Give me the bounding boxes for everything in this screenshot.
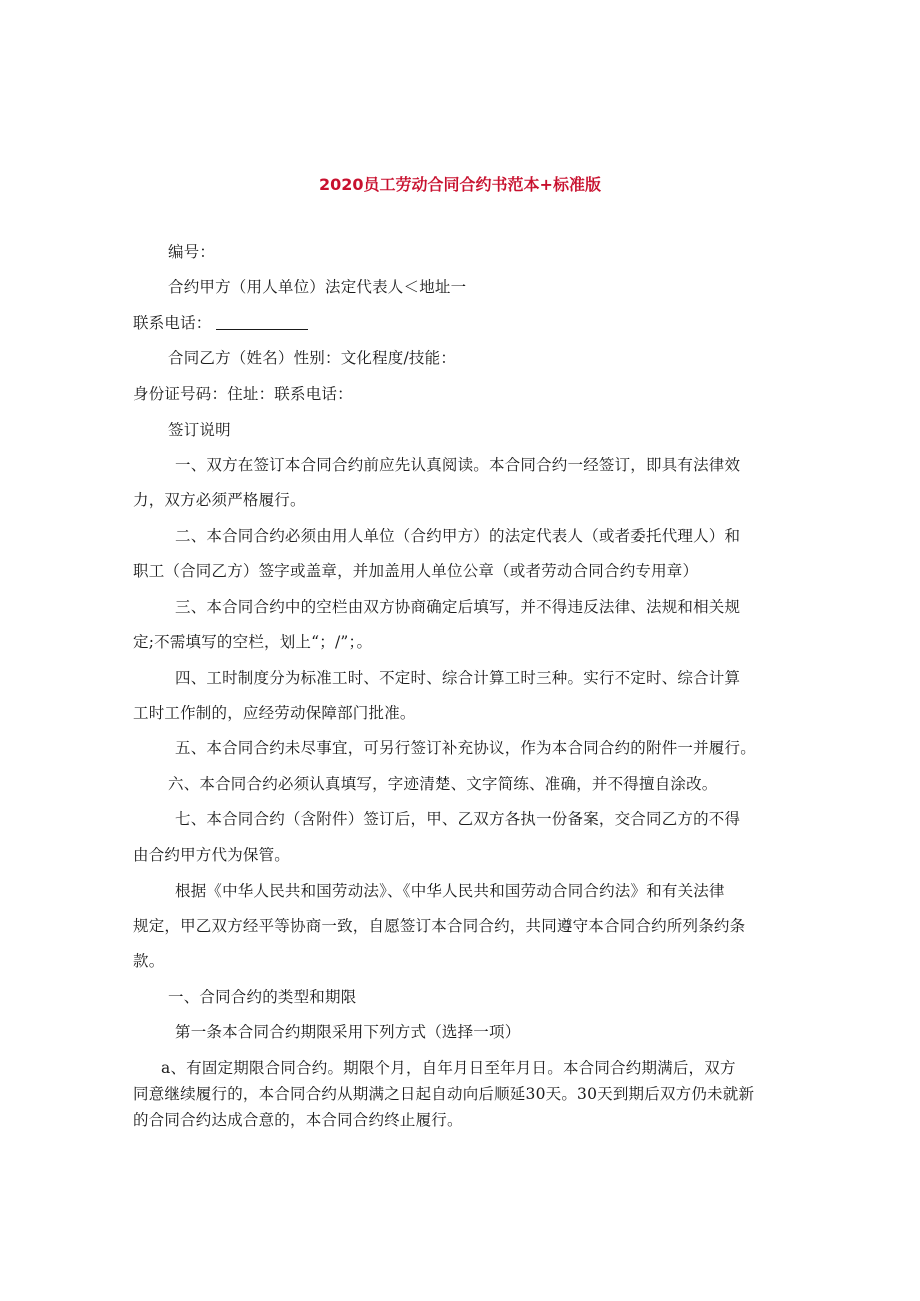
note-1-line-2: 力，双方必须严格履行。 bbox=[133, 491, 306, 509]
note-1-line-1: 一、双方在签订本合同合约前应先认真阅读。本合同合约一经签订，即具有法律效 bbox=[175, 456, 741, 474]
line-serial-number: 编号： bbox=[168, 243, 216, 261]
line-party-a-phone bbox=[133, 313, 793, 333]
option-a-line-1: a、有固定期限合同合约。期限个月，自年月日至年月日。本合同合约期满后，双方 bbox=[161, 1059, 736, 1077]
note-3-line-1: 三、本合同合约中的空栏由双方协商确定后填写，并不得违反法律、法规和相关规 bbox=[175, 598, 741, 616]
document-title: 2020员工劳动合同合约书范本+标准版 bbox=[319, 175, 601, 194]
note-5: 五、本合同合约未尽事宜，可另行签订补充协议，作为本合同合约的附件一并履行。 bbox=[175, 739, 756, 757]
preamble-line-1: 根据《中华人民共和国劳动法》、《中华人民共和国劳动合同合约法》和有关法律 bbox=[175, 882, 725, 900]
note-7-line-2: 由合约甲方代为保管。 bbox=[133, 846, 291, 864]
section-heading-signing-notes: 签订说明 bbox=[168, 421, 231, 439]
option-a-line-2: 同意继续履行的，本合同合约从期满之日起自动向后顺延30天。30天到期后双方仍未就新 bbox=[133, 1085, 755, 1103]
note-4-line-1: 四、工时制度分为标准工时、不定时、综合计算工时三种。实行不定时、综合计算 bbox=[175, 669, 741, 687]
option-a-line-3: 的合同合约达成合意的，本合同合约终止履行。 bbox=[133, 1111, 463, 1129]
preamble-line-2: 规定，甲乙双方经平等协商一致，自愿签订本合同合约，共同遵守本合同合约所列条约条 bbox=[133, 917, 746, 935]
note-4-line-2: 工时工作制的，应经劳动保障部门批准。 bbox=[133, 704, 416, 722]
line-party-b-id: 身份证号码：住址：联系电话： bbox=[133, 385, 353, 403]
line-party-b: 合同乙方（姓名）性别：文化程度/技能： bbox=[168, 349, 457, 367]
preamble-line-3: 款。 bbox=[133, 952, 165, 970]
chapter-1-heading: 一、合同合约的类型和期限 bbox=[168, 988, 357, 1006]
note-2-line-2: 职工（合同乙方）签字或盖章，并加盖用人单位公章（或者劳动合同合约专用章） bbox=[133, 562, 699, 580]
phone-blank-line bbox=[216, 315, 308, 330]
note-2-line-1: 二、本合同合约必须由用人单位（合约甲方）的法定代表人（或者委托代理人）和 bbox=[175, 527, 741, 545]
note-3-line-2: 定;不需填写的空栏，划上“；/”；。 bbox=[133, 633, 373, 651]
phone-label: 联系电话： bbox=[133, 314, 212, 332]
note-6: 六、本合同合约必须认真填写，字迹清楚、文字简练、准确，并不得擅自涂改。 bbox=[168, 775, 718, 793]
article-1-heading: 第一条本合同合约期限采用下列方式（选择一项） bbox=[175, 1023, 521, 1041]
note-7-line-1: 七、本合同合约（含附件）签订后，甲、乙双方各执一份备案，交合同乙方的不得 bbox=[175, 810, 741, 828]
line-party-a: 合约甲方（用人单位）法定代表人＜地址一 bbox=[168, 278, 467, 296]
